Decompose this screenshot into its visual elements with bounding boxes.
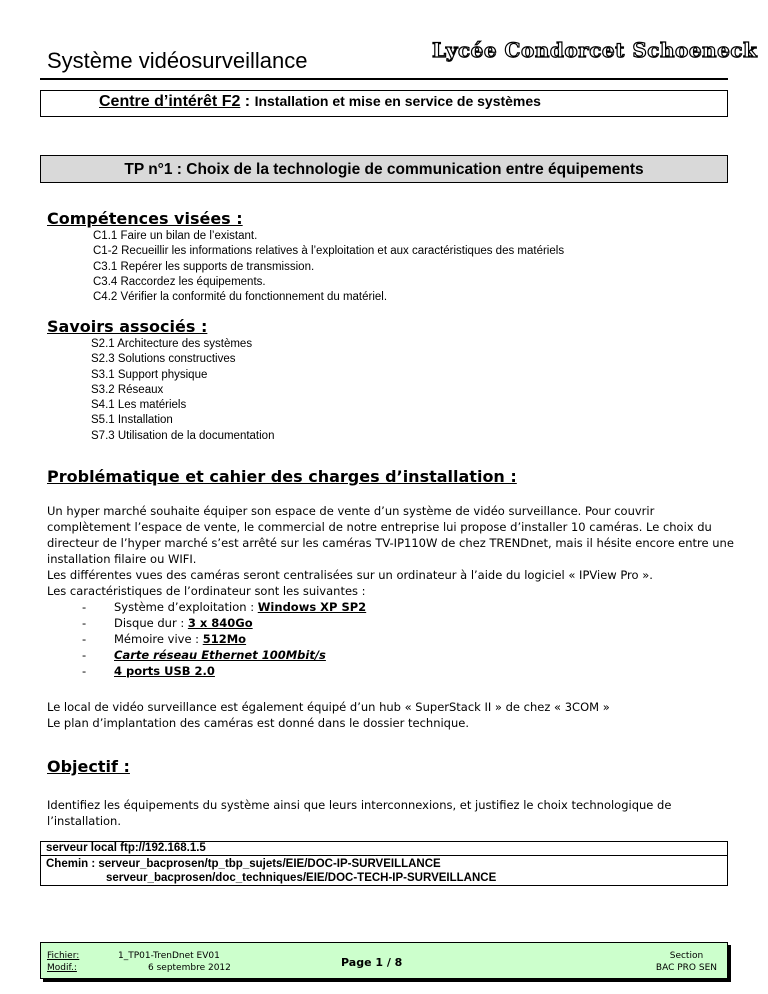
tp-title: TP n°1 : Choix de la technologie de communication entre équipements bbox=[40, 155, 728, 183]
modif-date: 6 septembre 2012 bbox=[148, 963, 231, 973]
list-item: - Carte réseau Ethernet 100Mbit/s bbox=[82, 648, 326, 662]
spec-value: 512Mo bbox=[202, 632, 247, 646]
paragraph: Les différentes vues des caméras seront centralisées sur un ordinateur à l’aide du logiciel « IPView Pro ». bbox=[47, 568, 653, 582]
spec-label: Mémoire vive : bbox=[114, 632, 203, 646]
competences-heading: Compétences visées : bbox=[47, 209, 243, 228]
spec-value: 3 x 840Go bbox=[187, 616, 253, 630]
page-footer bbox=[40, 942, 728, 979]
spec-label: Disque dur : bbox=[114, 616, 188, 630]
problematique-heading: Problématique et cahier des charges d’installation : bbox=[47, 467, 517, 486]
list-item: - 4 ports USB 2.0 bbox=[82, 664, 215, 678]
server-address: serveur local ftp://192.168.1.5 bbox=[41, 842, 727, 856]
list-item: C1.1 Faire un bilan de l’existant. bbox=[93, 230, 258, 242]
spec-value: Carte réseau Ethernet 100Mbit/s bbox=[114, 648, 326, 662]
section-label: Section bbox=[669, 951, 704, 961]
paragraph: Le plan d’implantation des caméras est donné dans le dossier technique. bbox=[47, 716, 469, 730]
spec-value: 4 ports USB 2.0 bbox=[114, 664, 215, 678]
list-item: S4.1 Les matériels bbox=[91, 399, 187, 412]
server-path-box bbox=[40, 841, 728, 886]
centre-interet-label: Centre d’intérêt F2 bbox=[99, 93, 241, 110]
spec-label: Système d’exploitation : bbox=[114, 600, 258, 614]
file-name: 1_TP01-TrenDnet EV01 bbox=[118, 951, 220, 961]
list-item: - Système d’exploitation : Windows XP SP2 bbox=[82, 600, 367, 614]
centre-interet-box bbox=[40, 90, 728, 117]
competences-list bbox=[93, 229, 564, 305]
server-path-1: Chemin : serveur_bacprosen/tp_tbp_sujets/EIE/DOC-IP-SURVEILLANCE bbox=[46, 858, 441, 870]
list-item: S3.2 Réseaux bbox=[91, 383, 164, 396]
paragraph: Le local de vidéo surveillance est également équipé d’un hub « SuperStack II » de chez « 3COM » bbox=[47, 700, 610, 714]
footer-section bbox=[656, 950, 717, 985]
centre-interet-text: Installation et mise en service de systèmes bbox=[254, 93, 541, 109]
list-item: S3.1 Support physique bbox=[91, 368, 208, 381]
footer-labels bbox=[47, 950, 79, 985]
file-label: Fichier: bbox=[47, 951, 80, 961]
paragraph: Les caractéristiques de l’ordinateur sont les suivantes : bbox=[47, 584, 366, 598]
list-item: - Disque dur : 3 x 840Go bbox=[82, 616, 253, 630]
list-item: S2.3 Solutions constructives bbox=[91, 353, 236, 366]
computer-specs-list bbox=[82, 599, 366, 679]
list-item: S7.3 Utilisation de la documentation bbox=[91, 429, 275, 442]
list-item: S2.1 Architecture des systèmes bbox=[91, 338, 253, 350]
objectif-heading: Objectif : bbox=[47, 757, 130, 776]
school-logo-text: Lycée Condorcet Schoeneck bbox=[432, 38, 758, 62]
list-item: C1-2 Recueillir les informations relatives à l’exploitation et aux caractéristiques des matériels bbox=[93, 245, 565, 258]
page-title: Système vidéosurveillance bbox=[47, 48, 308, 73]
page-number: Page 1 / 8 bbox=[341, 956, 403, 969]
list-item: C3.1 Repérer les supports de transmission. bbox=[93, 260, 315, 273]
modif-label: Modif.: bbox=[47, 963, 77, 973]
savoirs-heading: Savoirs associés : bbox=[47, 317, 208, 336]
paragraph: Un hyper marché souhaite équiper son espace de vente d’un système de vidéo surveillance. Pour couvrir complètement l’espace de vente, le commercial de notre entreprise lui propose d’installer 10 caméras. Le choix du directeur de l’hyper marché s’est arrêté sur les caméras TV-IP110W de chez TRENDnet, mais il hésite encore entre une installation filaire ou WIFI. bbox=[47, 504, 734, 566]
list-item: S5.1 Installation bbox=[91, 414, 173, 427]
header-divider bbox=[40, 78, 728, 80]
list-item: C4.2 Vérifier la conformité du fonctionnement du matériel. bbox=[93, 291, 388, 304]
centre-interet-colon: : bbox=[240, 93, 255, 110]
section-value: BAC PRO SEN bbox=[655, 963, 717, 973]
problematique-paragraph bbox=[47, 503, 737, 599]
savoirs-list bbox=[91, 337, 274, 444]
spec-value: Windows XP SP2 bbox=[257, 600, 367, 614]
server-path-2: serveur_bacprosen/doc_techniques/EIE/DOC-TECH-IP-SURVEILLANCE bbox=[106, 872, 497, 884]
list-item: C3.4 Raccordez les équipements. bbox=[93, 275, 266, 288]
list-item: - Mémoire vive : 512Mo bbox=[82, 632, 247, 646]
footer-file-info bbox=[118, 950, 231, 985]
objectif-text: Identifiez les équipements du système ainsi que leurs interconnexions, et justifiez le choix technologique de l’installation. bbox=[47, 798, 672, 828]
local-paragraph bbox=[47, 699, 737, 731]
